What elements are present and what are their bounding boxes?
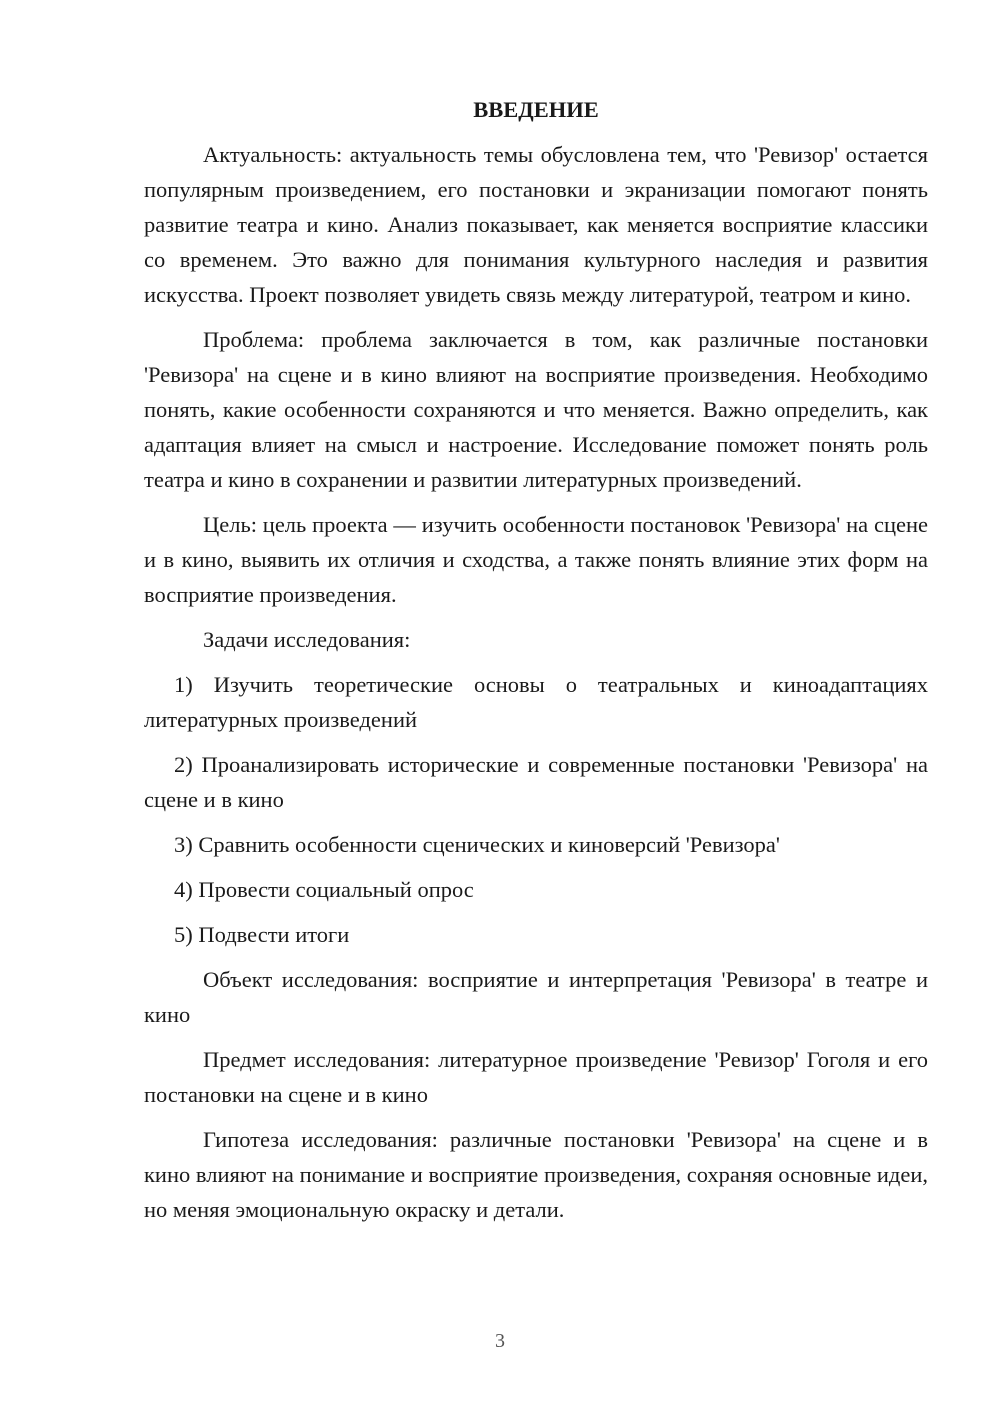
page-number: 3 — [495, 1330, 505, 1352]
page-content — [144, 92, 928, 1237]
task-item: 1) Изучить теоретические основы о театральных и киноадаптациях литературных произведений — [144, 672, 928, 732]
task-item: 3) Сравнить особенности сценических и киноверсий 'Ревизора' — [174, 832, 780, 857]
paragraph-hypothesis: Гипотеза исследования: различные постановки 'Ревизора' на сцене и в кино влияют на понимание и восприятие произведения, сохраняя основные идеи, но меняя эмоциональную окраску и детали. — [144, 1127, 928, 1222]
paragraph-problem: Проблема: проблема заключается в том, как различные постановки 'Ревизора' на сцене и в кино влияют на восприятие произведения. Необходимо понять, какие особенности сохраняются и что меняется. Важно определить, как адаптация влияет на смысл и настроение. Исследование поможет понять роль театра и кино в сохранении и развитии литературных произведений. — [144, 327, 928, 492]
paragraph-relevance: Актуальность: актуальность темы обусловлена тем, что 'Ревизор' остается популярным произведением, его постановки и экранизации помогают понять развитие театра и кино. Анализ показывает, как меняется восприятие классики со временем. Это важно для понимания культурного наследия и развития искусства. Проект позволяет увидеть связь между литературой, театром и кино. — [144, 142, 928, 307]
paragraph-subject: Предмет исследования: литературное произведение 'Ревизор' Гоголя и его постановки на сцене и в кино — [144, 1047, 928, 1107]
section-heading: ВВЕДЕНИЕ — [473, 97, 599, 122]
task-item: 5) Подвести итоги — [174, 922, 350, 947]
paragraph-tasks-heading: Задачи исследования: — [203, 627, 411, 652]
task-item: 4) Провести социальный опрос — [174, 877, 474, 902]
task-item: 2) Проанализировать исторические и современные постановки 'Ревизора' на сцене и в кино — [144, 752, 928, 812]
paragraph-object: Объект исследования: восприятие и интерпретация 'Ревизора' в театре и кино — [144, 967, 928, 1027]
paragraph-goal: Цель: цель проекта — изучить особенности постановок 'Ревизора' на сцене и в кино, выявить их отличия и сходства, а также понять влияние этих форм на восприятие произведения. — [144, 512, 928, 607]
